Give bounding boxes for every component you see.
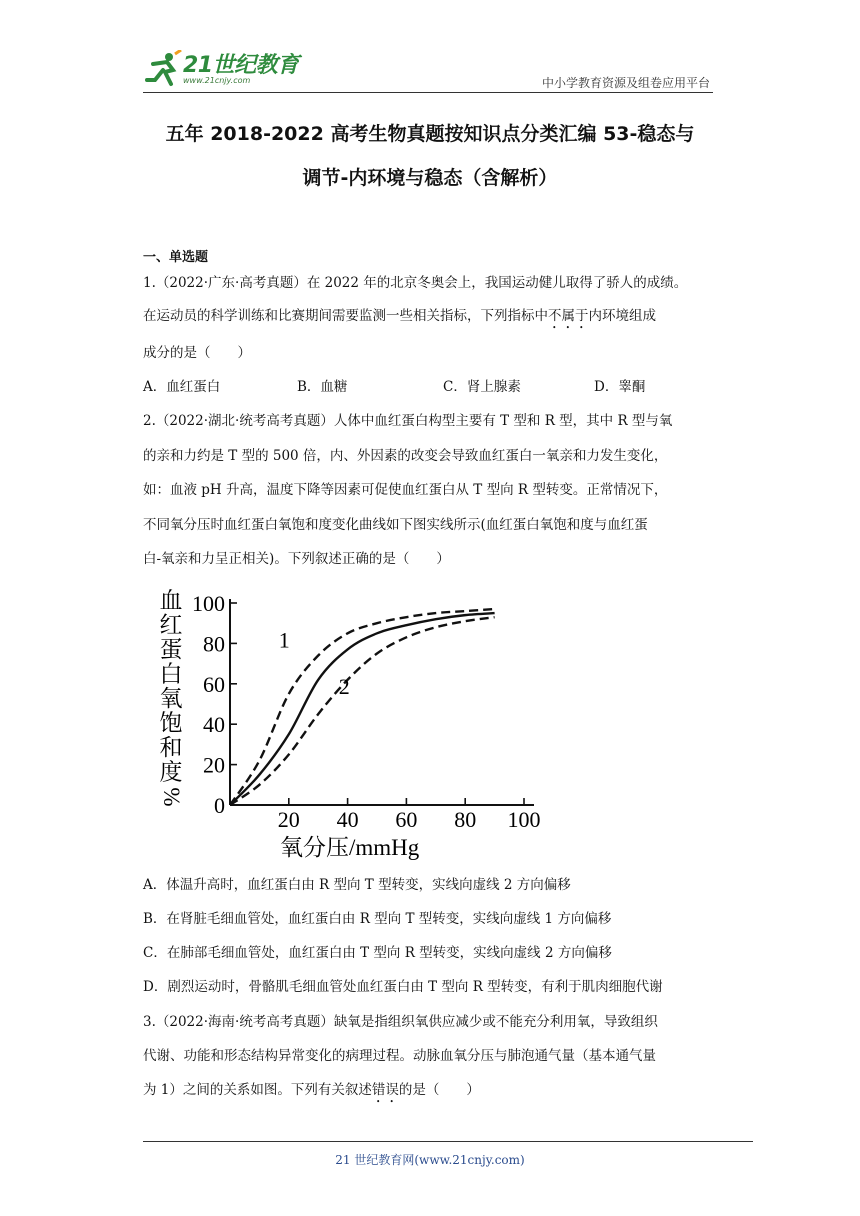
footer-divider (143, 1141, 753, 1142)
q2-line5: 白-氧亲和力呈正相关)。下列叙述正确的是（ ） (143, 551, 450, 567)
q2-option-a: A．体温升高时，血红蛋白由 R 型向 T 型转变，实线向虚线 2 方向偏移 (143, 877, 571, 893)
q1-emphasis: 不属于 (548, 308, 589, 324)
series-label-1: 1 (278, 627, 290, 653)
y-axis-label-char: 氧 (159, 686, 183, 711)
x-tick-label: 40 (336, 807, 359, 832)
oxygen-saturation-chart (150, 585, 570, 860)
q3-line3: 为 1）之间的关系如图。下列有关叙述错误的是（ ） (143, 1082, 480, 1098)
x-tick-label: 80 (454, 807, 477, 832)
header-divider (143, 92, 713, 93)
q2-option-b: B．在肾脏毛细血管处，血红蛋白由 R 型向 T 型转变，实线向虚线 1 方向偏移 (143, 911, 612, 927)
q2-option-c: C．在肺部毛细血管处，血红蛋白由 T 型向 R 型转变，实线向虚线 2 方向偏移 (143, 945, 612, 961)
q1-option-d: D．睾酮 (594, 379, 646, 395)
q1-option-b: B．血糖 (297, 379, 348, 395)
y-axis-label-char: 红 (159, 612, 183, 638)
q2-line4: 不同氧分压时血红蛋白氧饱和度变化曲线如下图实线所示(血红蛋白氧饱和度与血红蛋 (143, 517, 648, 533)
q3-line2: 代谢、功能和形态结构异常变化的病理过程。动脉血氧分压与肺泡通气量（基本通气量 (143, 1048, 656, 1064)
logo-url: www.21cnjy.com (183, 76, 251, 85)
q2-line3: 如：血液 pH 升高，温度下降等因素可促使血红蛋白从 T 型向 R 型转变。正常情况下， (143, 482, 668, 498)
page-title-line1: 五年 2018-2022 高考生物真题按知识点分类汇编 53-稳态与 (165, 123, 695, 145)
y-axis-label-char: 度 (159, 759, 183, 785)
q1-line3: 成分的是（ ） (143, 345, 251, 361)
y-tick-label: 40 (203, 712, 225, 738)
y-axis-label-char: % (159, 787, 184, 807)
footer-text: 21 世纪教育网(www.21cnjy.com) (335, 1153, 525, 1167)
q2-line2: 的亲和力约是 T 型的 500 倍，内、外因素的改变会导致血红蛋白一氧亲和力发生变化， (143, 448, 668, 464)
q2-line1: 2.（2022·湖北·统考高考真题）人体中血红蛋白构型主要有 T 型和 R 型，其中 R 型与氧 (143, 413, 673, 429)
q1-option-a: A．血红蛋白 (143, 379, 221, 395)
y-tick-label: 100 (192, 591, 225, 616)
series-label-2: 2 (338, 673, 350, 699)
y-tick-label: 80 (203, 631, 225, 657)
runner-logo-icon (143, 50, 183, 90)
y-tick-label: 20 (203, 752, 225, 778)
section-title: 一、单选题 (143, 250, 209, 265)
x-tick-label: 60 (395, 807, 418, 832)
y-axis-label-char: 血 (159, 588, 183, 613)
y-axis-label-char: 白 (159, 661, 183, 687)
logo-text: 21世纪教育 (183, 53, 299, 78)
q2-option-d: D．剧烈运动时，骨骼肌毛细血管处血红蛋白由 T 型向 R 型转变，有利于肌肉细胞代谢 (143, 979, 663, 995)
x-tick-label: 20 (277, 807, 300, 832)
q1-line2: 在运动员的科学训练和比赛期间需要监测一些相关指标，下列指标中不属于内环境组成 (143, 308, 656, 324)
x-tick-label: 100 (507, 807, 541, 832)
y-axis-label-char: 蛋 (159, 637, 183, 662)
page-title-line2: 调节-内环境与稳态（含解析） (302, 167, 558, 189)
series-line-2 (230, 617, 495, 805)
y-axis-label-char: 饱 (159, 710, 183, 736)
q1-option-c: C．肾上腺素 (443, 379, 521, 395)
q3-line1: 3.（2022·海南·统考高考真题）缺氧是指组织氧供应减少或不能充分利用氧，导致组织 (143, 1014, 658, 1030)
y-axis-label-char: 和 (159, 735, 183, 760)
y-tick-label: 60 (203, 671, 225, 697)
q1-line1: 1.（2022·广东·高考真题）在 2022 年的北京冬奥会上，我国运动健儿取得了骄人的成绩。 (143, 275, 688, 291)
q3-emphasis: 错误 (371, 1082, 399, 1098)
header-platform-text: 中小学教育资源及组卷应用平台 (541, 76, 710, 90)
x-axis-label: 氧分压/mmHg (280, 835, 420, 860)
y-tick-label: 0 (214, 793, 225, 818)
site-logo (143, 46, 313, 92)
